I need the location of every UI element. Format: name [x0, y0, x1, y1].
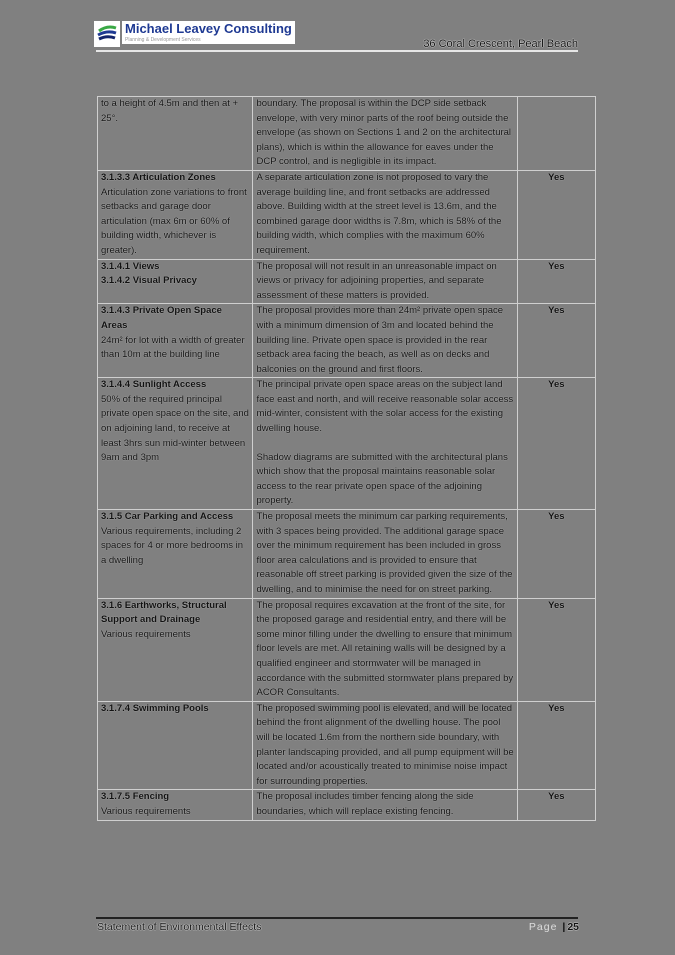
response-cell — [253, 304, 517, 378]
compliance-cell: Yes — [517, 790, 595, 820]
control-text: Articulation zone variations to front setbacks and garage door articulation (max 6m or 60% of building width, whichever is greater). — [101, 186, 247, 256]
response-paragraph: Shadow diagrams are submitted with the architectural plans which show that the proposal maintains reasonable solar access to the rear private open space of the adjoining property. — [256, 451, 508, 507]
control-text: Various requirements — [101, 805, 191, 817]
footer-document-title: Statement of Environmental Effects — [97, 921, 262, 933]
control-cell — [98, 510, 253, 599]
page-label: Page — [528, 921, 558, 933]
response-paragraph: The principal private open space areas on the subject land face east and north, and will receive reasonable solar access mid-winter, consistent with the solar access for the existing dwelling house. — [256, 379, 514, 435]
control-cell — [98, 701, 253, 790]
response-cell — [253, 97, 517, 171]
compliance-cell: Yes — [517, 378, 595, 510]
control-cell — [98, 378, 253, 510]
control-title: 3.1.5 Car Parking and Access — [101, 511, 234, 523]
table-row — [98, 97, 596, 171]
compliance-cell: Yes — [517, 598, 595, 701]
logo-subtitle: Planning & Development Services — [125, 37, 201, 43]
footer-divider — [96, 917, 578, 919]
table-row — [98, 701, 596, 790]
control-text: Various requirements, including 2 spaces for 4 or more bedrooms in a dwelling — [101, 525, 244, 566]
response-paragraph: The proposal includes timber fencing along the side boundaries, which will replace existing fencing. — [256, 791, 474, 817]
table-row — [98, 598, 596, 701]
control-title: 3.1.4.4 Sunlight Access — [101, 379, 207, 391]
response-paragraph: The proposal meets the minimum car parking requirements, with 3 spaces being provided. The additional garage space over the minimum requirement has been included in gross floor area calculations and is provided to ensure that reasonable off street parking is provided given the size of the dwelling, and to minimise the need for on street parking. — [256, 511, 513, 595]
control-title: 3.1.4.2 Visual Privacy — [101, 275, 197, 287]
header-address: 36 Coral Crescent, Pearl Beach — [423, 38, 578, 50]
compliance-table — [97, 96, 596, 821]
page-separator: | — [562, 921, 566, 933]
control-title: 3.1.4.3 Private Open Space Areas — [101, 305, 222, 331]
response-cell — [253, 170, 517, 259]
footer-page-indicator — [529, 921, 579, 933]
control-cell — [98, 259, 253, 304]
logo-swoosh-icon — [94, 21, 120, 47]
control-cell — [98, 170, 253, 259]
compliance-cell: Yes — [517, 701, 595, 790]
logo-text — [122, 21, 295, 44]
response-cell — [253, 790, 517, 820]
control-text: to a height of 4.5m and then at + 25°. — [101, 98, 239, 124]
control-title: 3.1.7.5 Fencing — [101, 791, 170, 803]
response-paragraph: boundary. The proposal is within the DCP side setback envelope, with very minor parts of the roof being outside the envelope (as shown on Sections 1 and 2 on the architectural plans), which is within the allowance for eaves under the DCP control, and is negligible in its impact. — [256, 98, 512, 168]
control-title: 3.1.6 Earthworks, Structural Support and Drainage — [101, 599, 227, 626]
control-text: 24m² for lot with a width of greater than 10m at the building line — [101, 334, 245, 361]
table-body — [98, 97, 596, 821]
control-text: 50% of the required principal private open space on the site, and on adjoining land, to receive at least 3hrs sun mid-winter between 9am and 3pm — [101, 393, 249, 464]
table-row — [98, 259, 596, 304]
response-paragraph: The proposed swimming pool is elevated, and will be located behind the front alignment of the dwelling house. The pool will be located 1.6m from the northern side boundary, with planter landscaping provided, and all pump equipment will be located and/or acoustically treated to minimise noise impact for surrounding properties. — [256, 702, 514, 787]
control-title: 3.1.3.3 Articulation Zones — [101, 171, 216, 183]
control-cell — [98, 598, 253, 701]
response-paragraph: The proposal provides more than 24m² private open space with a minimum dimension of 3m and located behind the building line. Private open space is provided in the rear setback area facing the beach, as well as on decks and balconies on the ground and first floors. — [256, 305, 504, 375]
table-row — [98, 170, 596, 259]
control-cell — [98, 304, 253, 378]
response-paragraph: The proposal requires excavation at the front of the site, for the proposed garage and residential entry, and there will be some minor filling under the dwelling to ensure that minimum floor levels are met. All retaining walls will be designed by a qualified engineer and stormwater will be managed in accordance with the submitted stormwater plans prepared by ACOR Consultants. — [256, 599, 514, 699]
page-number: 25 — [567, 921, 579, 933]
table-row — [98, 378, 596, 510]
table-row — [98, 304, 596, 378]
compliance-cell: Yes — [517, 304, 595, 378]
compliance-cell: Yes — [517, 259, 595, 304]
compliance-cell — [517, 97, 595, 171]
control-title: 3.1.7.4 Swimming Pools — [101, 702, 209, 714]
response-cell — [253, 378, 517, 510]
company-logo — [94, 21, 295, 47]
response-cell — [253, 598, 517, 701]
response-paragraph: A separate articulation zone is not proposed to vary the average building line, and front setbacks are addressed above. Building width at the street level is 13.6m, and the combined garage door widths is 7.8m, which is 58% of the building width, which complies with the maximum 60% requirement. — [256, 171, 502, 256]
compliance-cell: Yes — [517, 510, 595, 599]
control-text: Various requirements — [101, 628, 191, 640]
table-row — [98, 790, 596, 820]
header-divider — [96, 50, 578, 52]
compliance-cell: Yes — [517, 170, 595, 259]
control-cell — [98, 97, 253, 171]
response-cell — [253, 701, 517, 790]
response-cell — [253, 259, 517, 304]
control-cell — [98, 790, 253, 820]
control-title: 3.1.4.1 Views — [101, 260, 160, 272]
table-row — [98, 510, 596, 599]
response-paragraph: The proposal will not result in an unreasonable impact on views or privacy for adjoining properties, and separate assessment of these matters is provided. — [256, 260, 497, 301]
logo-title: Michael Leavey Consulting — [125, 21, 292, 36]
response-cell — [253, 510, 517, 599]
